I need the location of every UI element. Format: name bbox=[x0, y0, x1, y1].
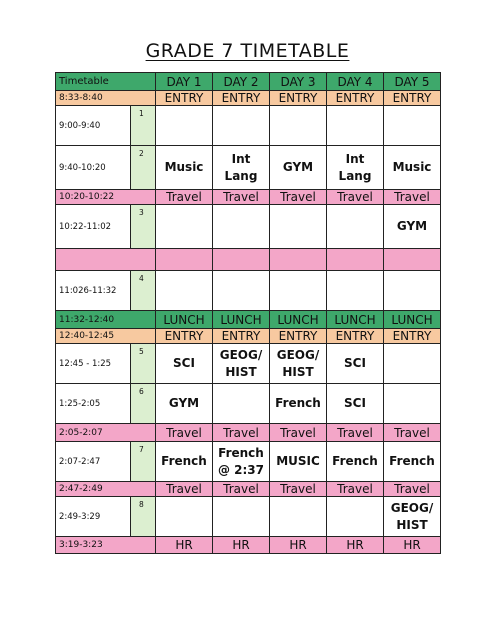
time-cell: 1:25-2:05 bbox=[56, 384, 131, 424]
schedule-cell: French @ 2:37 bbox=[213, 442, 270, 482]
schedule-cell bbox=[213, 384, 270, 424]
schedule-cell: HR bbox=[327, 537, 384, 554]
schedule-cell: Travel bbox=[327, 190, 384, 205]
table-row bbox=[56, 205, 441, 249]
schedule-cell: ENTRY bbox=[384, 329, 441, 344]
schedule-cell: MUSIC bbox=[270, 442, 327, 482]
schedule-cell bbox=[156, 106, 213, 146]
schedule-cell: Travel bbox=[384, 424, 441, 442]
table-row bbox=[56, 442, 441, 482]
schedule-cell bbox=[327, 249, 384, 271]
period-number: 1 bbox=[131, 106, 156, 146]
time-cell: 9:00-9:40 bbox=[56, 106, 131, 146]
schedule-cell: French bbox=[156, 442, 213, 482]
time-cell: 12:40-12:45 bbox=[56, 329, 156, 344]
schedule-cell: LUNCH bbox=[384, 311, 441, 329]
time-cell: 8:33-8:40 bbox=[56, 91, 156, 106]
schedule-cell: ENTRY bbox=[270, 329, 327, 344]
header-label: Timetable bbox=[56, 73, 156, 91]
day-header: DAY 1 bbox=[156, 73, 213, 91]
table-row bbox=[56, 384, 441, 424]
table-row bbox=[56, 249, 441, 271]
schedule-cell bbox=[156, 205, 213, 249]
time-cell: 2:07-2:47 bbox=[56, 442, 131, 482]
schedule-cell: Travel bbox=[213, 190, 270, 205]
table-row bbox=[56, 311, 441, 329]
schedule-cell: French bbox=[327, 442, 384, 482]
schedule-cell bbox=[213, 205, 270, 249]
timetable bbox=[55, 72, 441, 554]
schedule-cell: ENTRY bbox=[156, 329, 213, 344]
table-row bbox=[56, 329, 441, 344]
schedule-cell: Travel bbox=[270, 190, 327, 205]
schedule-cell: Int Lang bbox=[327, 146, 384, 190]
schedule-cell: Travel bbox=[213, 424, 270, 442]
schedule-cell: ENTRY bbox=[327, 91, 384, 106]
day-header: DAY 3 bbox=[270, 73, 327, 91]
time-cell: 11:026-11:32 bbox=[56, 271, 131, 311]
schedule-cell bbox=[213, 249, 270, 271]
schedule-cell bbox=[270, 497, 327, 537]
time-cell bbox=[56, 249, 156, 271]
table-row bbox=[56, 146, 441, 190]
schedule-cell: HR bbox=[384, 537, 441, 554]
table-row bbox=[56, 190, 441, 205]
schedule-cell bbox=[384, 384, 441, 424]
time-cell: 12:45 - 1:25 bbox=[56, 344, 131, 384]
schedule-cell bbox=[213, 106, 270, 146]
time-cell: 10:22-11:02 bbox=[56, 205, 131, 249]
schedule-cell: GEOG/ HIST bbox=[270, 344, 327, 384]
schedule-cell: HR bbox=[270, 537, 327, 554]
period-number: 4 bbox=[131, 271, 156, 311]
day-header: DAY 4 bbox=[327, 73, 384, 91]
schedule-cell: LUNCH bbox=[270, 311, 327, 329]
schedule-cell bbox=[270, 205, 327, 249]
schedule-cell: Travel bbox=[327, 424, 384, 442]
period-number: 2 bbox=[131, 146, 156, 190]
table-row bbox=[56, 91, 441, 106]
schedule-cell bbox=[270, 249, 327, 271]
schedule-cell bbox=[156, 497, 213, 537]
schedule-cell: LUNCH bbox=[213, 311, 270, 329]
schedule-cell: GEOG/ HIST bbox=[384, 497, 441, 537]
table-row bbox=[56, 497, 441, 537]
schedule-cell: LUNCH bbox=[327, 311, 384, 329]
schedule-cell: HR bbox=[156, 537, 213, 554]
table-row bbox=[56, 271, 441, 311]
schedule-cell bbox=[270, 271, 327, 311]
schedule-cell: Travel bbox=[270, 424, 327, 442]
time-cell: 9:40-10:20 bbox=[56, 146, 131, 190]
table-row bbox=[56, 537, 441, 554]
schedule-cell bbox=[327, 271, 384, 311]
schedule-cell: ENTRY bbox=[270, 91, 327, 106]
time-cell: 10:20-10:22 bbox=[56, 190, 156, 205]
schedule-cell: ENTRY bbox=[213, 91, 270, 106]
schedule-cell: GYM bbox=[384, 205, 441, 249]
period-number: 7 bbox=[131, 442, 156, 482]
schedule-cell bbox=[156, 249, 213, 271]
day-header: DAY 5 bbox=[384, 73, 441, 91]
table-row bbox=[56, 344, 441, 384]
time-cell: 11:32-12:40 bbox=[56, 311, 156, 329]
time-cell: 2:05-2:07 bbox=[56, 424, 156, 442]
schedule-cell: Travel bbox=[156, 190, 213, 205]
schedule-cell: Travel bbox=[156, 482, 213, 497]
schedule-cell: Int Lang bbox=[213, 146, 270, 190]
schedule-cell: ENTRY bbox=[327, 329, 384, 344]
schedule-cell bbox=[384, 249, 441, 271]
schedule-cell: SCI bbox=[327, 384, 384, 424]
schedule-cell: Music bbox=[384, 146, 441, 190]
schedule-cell: ENTRY bbox=[384, 91, 441, 106]
schedule-cell bbox=[384, 344, 441, 384]
page-title: GRADE 7 TIMETABLE bbox=[145, 40, 350, 62]
header-row bbox=[56, 73, 441, 91]
schedule-cell bbox=[327, 497, 384, 537]
schedule-cell: GYM bbox=[156, 384, 213, 424]
schedule-cell: French bbox=[270, 384, 327, 424]
schedule-cell bbox=[213, 271, 270, 311]
schedule-cell bbox=[156, 271, 213, 311]
schedule-cell: GEOG/ HIST bbox=[213, 344, 270, 384]
schedule-cell: Travel bbox=[213, 482, 270, 497]
table-row bbox=[56, 482, 441, 497]
period-number: 6 bbox=[131, 384, 156, 424]
schedule-cell: Music bbox=[156, 146, 213, 190]
schedule-cell: Travel bbox=[156, 424, 213, 442]
schedule-cell bbox=[270, 106, 327, 146]
schedule-cell: Travel bbox=[384, 482, 441, 497]
schedule-cell: Travel bbox=[384, 190, 441, 205]
schedule-cell: SCI bbox=[156, 344, 213, 384]
period-number: 3 bbox=[131, 205, 156, 249]
time-cell: 2:49-3:29 bbox=[56, 497, 131, 537]
schedule-cell: Travel bbox=[270, 482, 327, 497]
schedule-cell bbox=[213, 497, 270, 537]
schedule-cell: French bbox=[384, 442, 441, 482]
table-row bbox=[56, 106, 441, 146]
period-number: 8 bbox=[131, 497, 156, 537]
schedule-cell bbox=[384, 271, 441, 311]
schedule-cell bbox=[327, 106, 384, 146]
schedule-cell: GYM bbox=[270, 146, 327, 190]
schedule-cell bbox=[384, 106, 441, 146]
schedule-cell: HR bbox=[213, 537, 270, 554]
schedule-cell: Travel bbox=[327, 482, 384, 497]
time-cell: 3:19-3:23 bbox=[56, 537, 156, 554]
day-header: DAY 2 bbox=[213, 73, 270, 91]
schedule-cell: SCI bbox=[327, 344, 384, 384]
schedule-cell: ENTRY bbox=[156, 91, 213, 106]
period-number: 5 bbox=[131, 344, 156, 384]
schedule-cell bbox=[327, 205, 384, 249]
time-cell: 2:47-2:49 bbox=[56, 482, 156, 497]
schedule-cell: LUNCH bbox=[156, 311, 213, 329]
schedule-cell: ENTRY bbox=[213, 329, 270, 344]
table-row bbox=[56, 424, 441, 442]
